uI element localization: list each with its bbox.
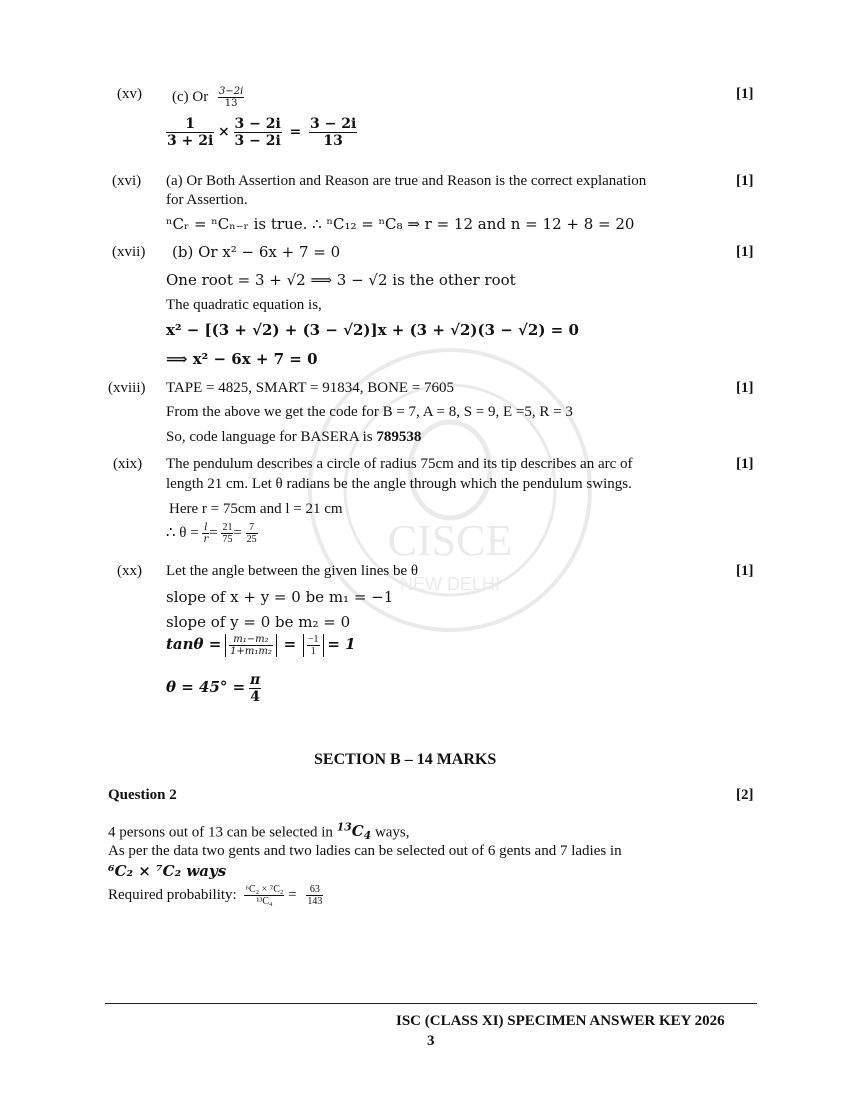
q17-line1: (b) Or x² − 6x + 7 = 0 bbox=[172, 243, 341, 261]
q17-line5: ⟹ x² − 6x + 7 = 0 bbox=[166, 350, 318, 368]
q20-line2: slope of x + y = 0 be m₁ = −1 bbox=[166, 588, 394, 606]
q17-mark: [1] bbox=[736, 244, 754, 260]
q16-line1: (a) Or Both Assertion and Reason are true and Reason is the correct explanation bbox=[166, 173, 647, 189]
q2-line2: As per the data two gents and two ladies can be selected out of 6 gents and 7 ladies in bbox=[108, 843, 622, 859]
q16-line2: for Assertion. bbox=[166, 192, 248, 208]
q20-line3: slope of y = 0 be m₂ = 0 bbox=[166, 613, 351, 631]
page-number: 3 bbox=[427, 1033, 435, 1049]
svg-text:NEW DELHI: NEW DELHI bbox=[399, 574, 501, 594]
q18-line3: So, code language for BASERA is 789538 bbox=[166, 429, 422, 445]
q17-number: (xvii) bbox=[112, 244, 146, 260]
q17-line2: One root = 3 + √2 ⟹ 3 − √2 is the other root bbox=[166, 271, 516, 289]
q19-line3: Here r = 75cm and l = 21 cm bbox=[169, 501, 343, 517]
q15-mark: [1] bbox=[736, 86, 754, 102]
q17-line4: x² − [(3 + √2) + (3 − √2)]x + (3 + √2)(3 − √2) = 0 bbox=[166, 321, 579, 339]
q2-line3: ⁶C₂ × ⁷C₂ ways bbox=[108, 862, 227, 880]
q19-line1: The pendulum describes a circle of radius 75cm and its tip describes an arc of bbox=[166, 456, 633, 472]
q18-mark: [1] bbox=[736, 380, 754, 396]
svg-text:CISCE: CISCE bbox=[387, 516, 513, 565]
q2-probability: Required probability: $\frac{\text{⁶C₂ × ⁷C₂}}{\text{¹³C₄}}$ = $\frac{63}{143}$ bbox=[108, 884, 323, 907]
q2-line1: 4 persons out of 13 can be selected in $^{13}C_4$ ways, bbox=[108, 821, 410, 843]
q18-line2: From the above we get the code for B = 7, A = 8, S = 9, E =5, R = 3 bbox=[166, 404, 573, 420]
q15-option: (c) Or $\frac{3-2i}{13}$ bbox=[172, 86, 244, 109]
q18-number: (xviii) bbox=[108, 380, 146, 396]
q19-mark: [1] bbox=[736, 456, 754, 472]
q17-line3: The quadratic equation is, bbox=[166, 297, 322, 313]
q19-line2: length 21 cm. Let θ radians be the angle through which the pendulum swings. bbox=[166, 476, 632, 492]
q20-mark: [1] bbox=[736, 563, 754, 579]
q15-equation: $\frac{1}{3 + 2i}$ × $\frac{3 - 2i}{3 - 2i}$ = $\frac{3 - 2i}{13}$ bbox=[167, 116, 357, 149]
q20-tan-equation: tanθ = $\frac{\text{m₁−m₂}}{\text{1+m₁m₂}}$ = $\frac{-1}{1}$ = 1 bbox=[166, 634, 356, 657]
q20-line1: Let the angle between the given lines be θ bbox=[166, 563, 419, 579]
footer-title: ISC (CLASS XI) SPECIMEN ANSWER KEY 2026 bbox=[396, 1013, 725, 1029]
q19-number: (xix) bbox=[113, 456, 143, 472]
q15-number: (xv) bbox=[117, 86, 142, 102]
q19-line4: ∴ θ = $\frac{l}{r}$ = $\frac{21}{75}$ = $\frac{7}{25}$ bbox=[166, 522, 257, 545]
q16-number: (xvi) bbox=[112, 173, 142, 189]
section-b-title: SECTION B – 14 MARKS bbox=[314, 751, 497, 768]
footer-divider bbox=[105, 1003, 757, 1004]
question-2-mark: [2] bbox=[736, 787, 754, 803]
q20-theta-equation: θ = 45° = $\frac{\pi}{4}$ bbox=[166, 672, 261, 705]
q15-option-fraction: $\frac{3-2i}{13}$ bbox=[218, 86, 244, 109]
q18-answer: 789538 bbox=[376, 429, 422, 445]
q20-number: (xx) bbox=[117, 563, 142, 579]
q16-mark: [1] bbox=[736, 173, 754, 189]
question-2-label: Question 2 bbox=[108, 787, 177, 803]
q16-line3: ⁿCᵣ = ⁿCₙ₋ᵣ is true. ∴ ⁿC₁₂ = ⁿC₈ ⇒ r = 12 and n = 12 + 8 = 20 bbox=[166, 215, 635, 233]
q18-line1: TAPE = 4825, SMART = 91834, BONE = 7605 bbox=[166, 380, 455, 396]
